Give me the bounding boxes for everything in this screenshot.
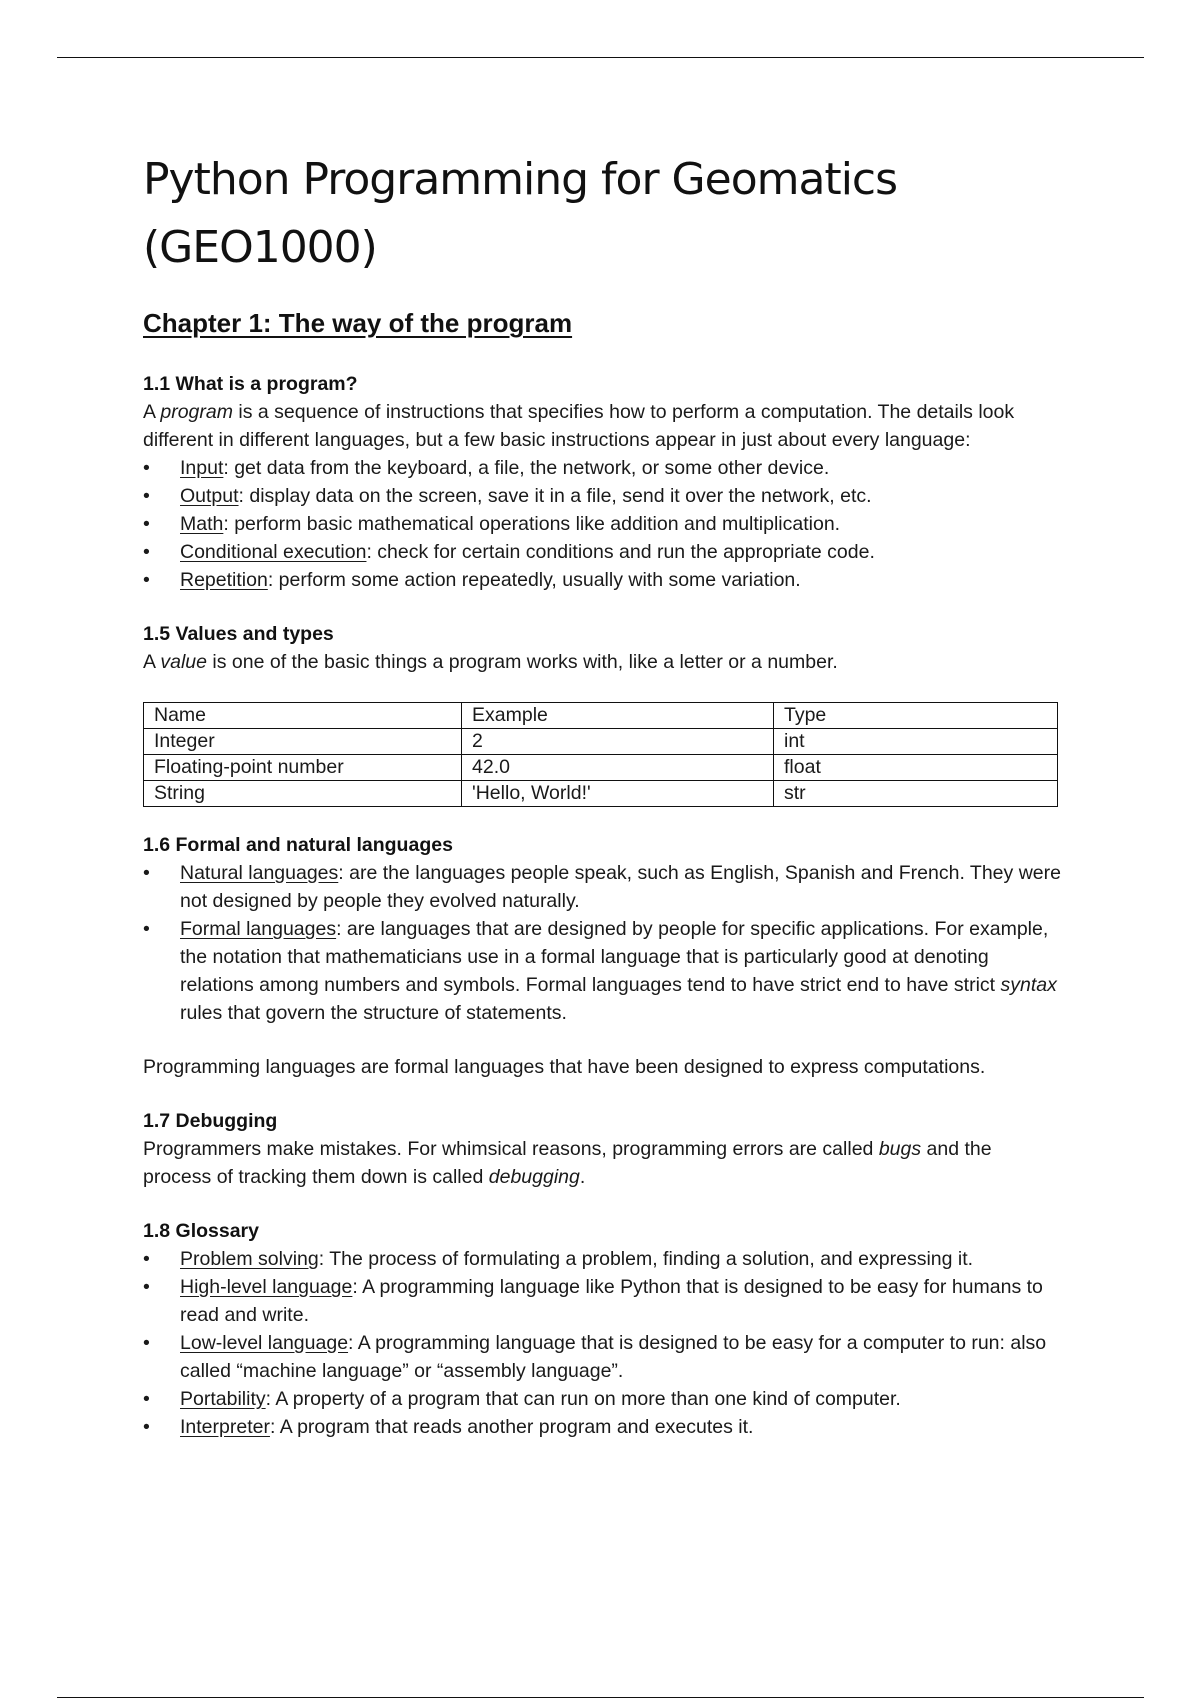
definition: : A property of a program that can run on more than one kind of computer. (265, 1388, 901, 1410)
table-header-cell: Name (144, 703, 462, 729)
term: Problem solving (180, 1248, 319, 1270)
term: Repetition (180, 569, 268, 591)
definition: : are languages that are designed by people for specific applications. For example, the notation that mathematicians use in a formal language that is particularly good at denoting relations among numbers and symbols. Formal languages tend to have strict end to have strict (180, 918, 1049, 996)
intro-text: is a sequence of instructions that specifies how to perform a computation. The details look different in different languages, but a few basic instructions appear in just about every language: (143, 401, 1015, 451)
paragraph-emphasis: bugs (878, 1138, 922, 1160)
section-heading: 1.6 Formal and natural languages (143, 834, 453, 856)
table-header-cell: Example (462, 703, 774, 729)
list-item (143, 1245, 1063, 1273)
intro-text: is one of the basic things a program works with, like a letter or a number. (206, 651, 838, 673)
definition: : perform some action repeatedly, usually with some variation. (267, 569, 801, 591)
list-item (143, 1329, 1063, 1385)
document-title (143, 146, 1063, 282)
table-cell: String (144, 781, 462, 807)
paragraph-emphasis: debugging (488, 1166, 580, 1188)
term: Portability (180, 1388, 266, 1410)
intro-text: A (143, 401, 161, 423)
title-line-2: (GEO1000) (143, 222, 377, 273)
table-cell: 2 (462, 729, 774, 755)
section-heading: 1.7 Debugging (143, 1110, 278, 1132)
definition: : display data on the screen, save it in a file, send it over the network, etc. (238, 485, 872, 507)
term: Output (180, 485, 239, 507)
title-line-1: Python Programming for Geomatics (143, 154, 898, 205)
intro-emphasis: value (160, 651, 207, 673)
closing-paragraph: Programming languages are formal languages that have been designed to express computations. (143, 1056, 986, 1078)
section-intro (143, 648, 1063, 676)
list-item (143, 1385, 1063, 1413)
definition: : are the languages people speak, such as English, Spanish and French. They were not designed by people they evolved naturally. (180, 862, 1061, 912)
definition: : check for certain conditions and run the appropriate code. (366, 541, 875, 563)
list-item (143, 510, 1063, 538)
definition: : A programming language that is designed to be easy for a computer to run: also called “machine language” or “assembly language”. (180, 1332, 1047, 1382)
section-1-6 (143, 831, 1063, 1081)
list-item (143, 454, 1063, 482)
paragraph-text: and the process of tracking them down is called (143, 1138, 992, 1188)
table-cell: 42.0 (462, 755, 774, 781)
bottom-rule (57, 1697, 1144, 1698)
definition: : get data from the keyboard, a file, the network, or some other device. (223, 457, 830, 479)
table-cell: str (774, 781, 1058, 807)
definition: rules that govern the structure of statements. (180, 1002, 567, 1024)
table-cell: Floating-point number (144, 755, 462, 781)
table-row (144, 781, 1058, 807)
section-heading: 1.5 Values and types (143, 623, 334, 645)
term: Low-level language (180, 1332, 349, 1354)
term: Natural languages (180, 862, 339, 884)
languages-list (143, 859, 1063, 1027)
top-rule (57, 57, 1144, 58)
definition: : A programming language like Python that is designed to be easy for humans to read and write. (180, 1276, 1043, 1326)
term: Interpreter (180, 1416, 270, 1438)
list-item (143, 859, 1063, 915)
table-cell: 'Hello, World!' (462, 781, 774, 807)
table-cell: Integer (144, 729, 462, 755)
intro-emphasis: program (160, 401, 233, 423)
section-intro (143, 398, 1063, 454)
table-row (144, 755, 1058, 781)
section-paragraph (143, 1135, 1063, 1191)
term: Formal languages (180, 918, 337, 940)
section-heading: 1.8 Glossary (143, 1220, 259, 1242)
definition-emphasis: syntax (1000, 974, 1057, 996)
paragraph-text: . (579, 1166, 586, 1188)
section-1-8 (143, 1217, 1063, 1441)
section-1-5 (143, 620, 1063, 807)
term: High-level language (180, 1276, 353, 1298)
instruction-list (143, 454, 1063, 594)
table-cell: float (774, 755, 1058, 781)
definition: : A program that reads another program and executes it. (269, 1416, 754, 1438)
list-item (143, 1413, 1063, 1441)
paragraph-text: Programmers make mistakes. For whimsical reasons, programming errors are called (143, 1138, 879, 1160)
section-1-7 (143, 1107, 1063, 1191)
list-item (143, 915, 1063, 1027)
glossary-list (143, 1245, 1063, 1441)
term: Conditional execution (180, 541, 367, 563)
intro-text: A (143, 651, 161, 673)
list-item (143, 566, 1063, 594)
table-row (144, 729, 1058, 755)
list-item (143, 538, 1063, 566)
definition: : perform basic mathematical operations like addition and multiplication. (223, 513, 841, 535)
definition: : The process of formulating a problem, finding a solution, and expressing it. (318, 1248, 974, 1270)
values-table (143, 702, 1058, 807)
table-cell: int (774, 729, 1058, 755)
chapter-title: Chapter 1: The way of the program (143, 308, 573, 338)
section-heading: 1.1 What is a program? (143, 373, 358, 395)
term: Input (180, 457, 224, 479)
list-item (143, 1273, 1063, 1329)
term: Math (180, 513, 224, 535)
list-item (143, 482, 1063, 510)
document-body (143, 146, 1063, 1441)
section-1-1 (143, 370, 1063, 594)
table-header-cell: Type (774, 703, 1058, 729)
table-header-row (144, 703, 1058, 729)
